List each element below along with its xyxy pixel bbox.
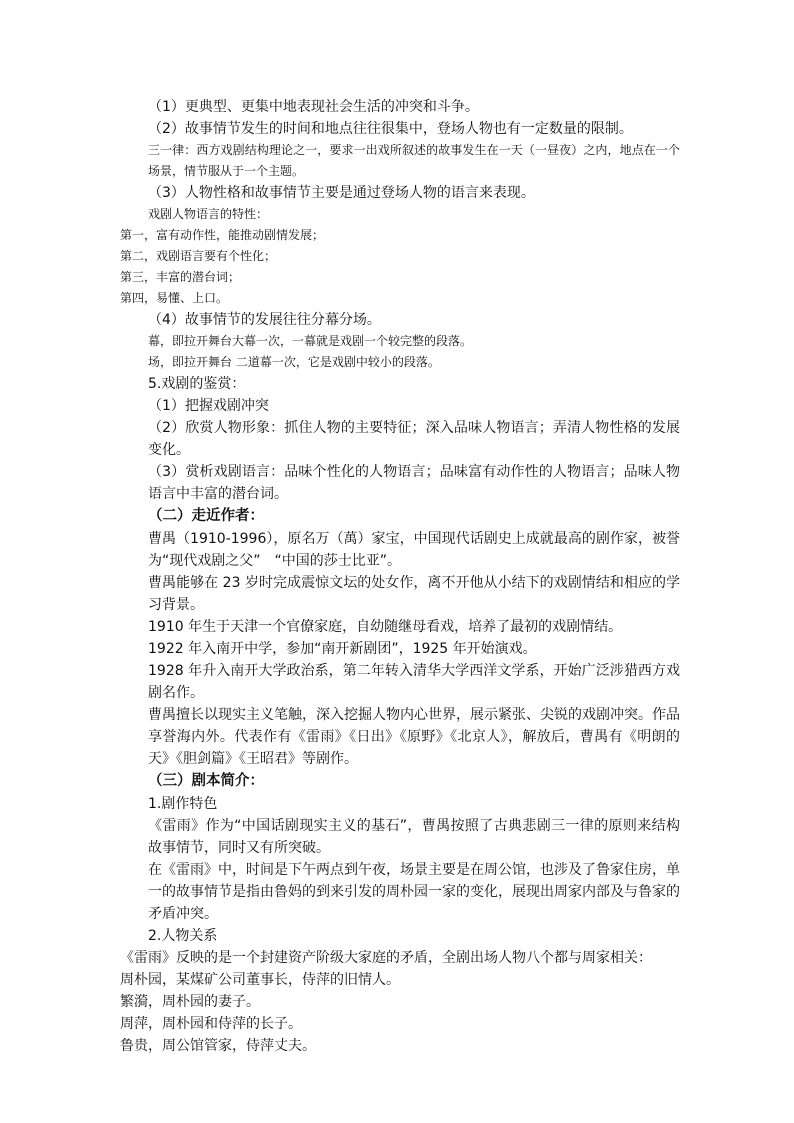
paragraph: 5.戏剧的鉴赏：	[148, 376, 246, 392]
paragraph: 周朴园，某煤矿公司董事长，侍萍的旧情人。	[120, 972, 400, 988]
paragraph: 《雷雨》反映的是一个封建资产阶级大家庭的矛盾，全剧出场人物八个都与周家相关：	[120, 950, 652, 966]
paragraph: 1.剧作特色	[148, 796, 218, 812]
paragraph: （1）把握戏剧冲突	[148, 398, 269, 414]
paragraph: 2.人物关系	[148, 928, 218, 944]
note-paragraph: 幕，即拉开舞台大幕一次，一幕就是戏剧一个较完整的段落。	[148, 334, 473, 348]
section-heading: （二）走近作者：	[148, 508, 264, 524]
paragraph: 鲁贵，周公馆管家，侍萍丈夫。	[120, 1038, 316, 1054]
paragraph: （2）欣赏人物形象：抓住人物的主要特征；深入品味人物语言；弄清人物性格的发展变化。	[148, 420, 680, 458]
paragraph: （2）故事情节发生的时间和地点往往很集中，登场人物也有一定数量的限制。	[148, 121, 633, 137]
section-heading: （三）剧本简介：	[148, 773, 264, 789]
paragraph: （3）赏析戏剧语言：品味个性化的人物语言；品味富有动作性的人物语言；品味人物语言中丰富的潜台词。	[148, 464, 680, 502]
paragraph: 周萍，周朴园和侍萍的长子。	[120, 1016, 302, 1032]
note-paragraph: 场，即拉开舞台 二道幕一次，它是戏剧中较小的段落。	[148, 355, 440, 369]
note-paragraph: 第三，丰富的潜台词；	[120, 270, 241, 284]
paragraph: （4）故事情节的发展往往分幕分场。	[148, 312, 381, 328]
note-paragraph: 戏剧人物语言的特性：	[148, 207, 269, 221]
paragraph: 1910 年生于天津一个官僚家庭，自幼随继母看戏，培养了最初的戏剧情结。	[148, 619, 623, 635]
paragraph: 在《雷雨》中，时间是下午两点到午夜，场景主要是在周公馆，也涉及了鲁家住房，单一的故事情节是指由鲁妈的到来引发的周朴园一家的变化，展现出周家内部及与鲁家的矛盾冲突。	[148, 862, 680, 922]
note-paragraph: 第一，富有动作性，能推动剧情发展；	[120, 228, 325, 242]
note-paragraph: 第二，戏剧语言要有个性化；	[120, 249, 277, 263]
paragraph: （1）更典型、更集中地表现社会生活的冲突和斗争。	[148, 99, 479, 115]
note-paragraph: 第四，易懂、上口。	[120, 291, 229, 305]
paragraph: 繁漪，周朴园的妻子。	[120, 994, 260, 1010]
paragraph: 1928 年升入南开大学政治系，第二年转入清华大学西洋文学系，开始广泛涉猎西方戏剧名作。	[148, 663, 680, 701]
paragraph: 曹禺（1910-1996），原名万（萬）家宝，中国现代话剧史上成就最高的剧作家，被誉为“现代戏剧之父” “中国的莎士比亚”。	[148, 531, 680, 569]
paragraph: （3）人物性格和故事情节主要是通过登场人物的语言来表现。	[148, 185, 535, 201]
document-page	[120, 96, 680, 1057]
paragraph: 1922 年入南开中学，参加“南开新剧团”，1925 年开始演戏。	[148, 641, 537, 657]
paragraph: 曹禺能够在 23 岁时完成震惊文坛的处女作，离不开他从小结下的戏剧情结和相应的学习背景。	[148, 575, 680, 613]
paragraph: 曹禺擅长以现实主义笔触，深入挖掘人物内心世界，展示紧张、尖锐的戏剧冲突。作品享誉海内外。代表作有《雷雨》《日出》《原野》《北京人》，解放后，曹禺有《明朗的天》《胆剑篇》《王昭君》等剧作。	[148, 707, 680, 767]
note-paragraph: 三一律：西方戏剧结构理论之一，要求一出戏所叙述的故事发生在一天（一昼夜）之内，地点在一个场景，情节服从于一个主题。	[148, 143, 680, 178]
paragraph: 《雷雨》作为“中国话剧现实主义的基石”，曹禺按照了古典悲剧三一律的原则来结构故事情节，同时又有所突破。	[148, 818, 680, 856]
